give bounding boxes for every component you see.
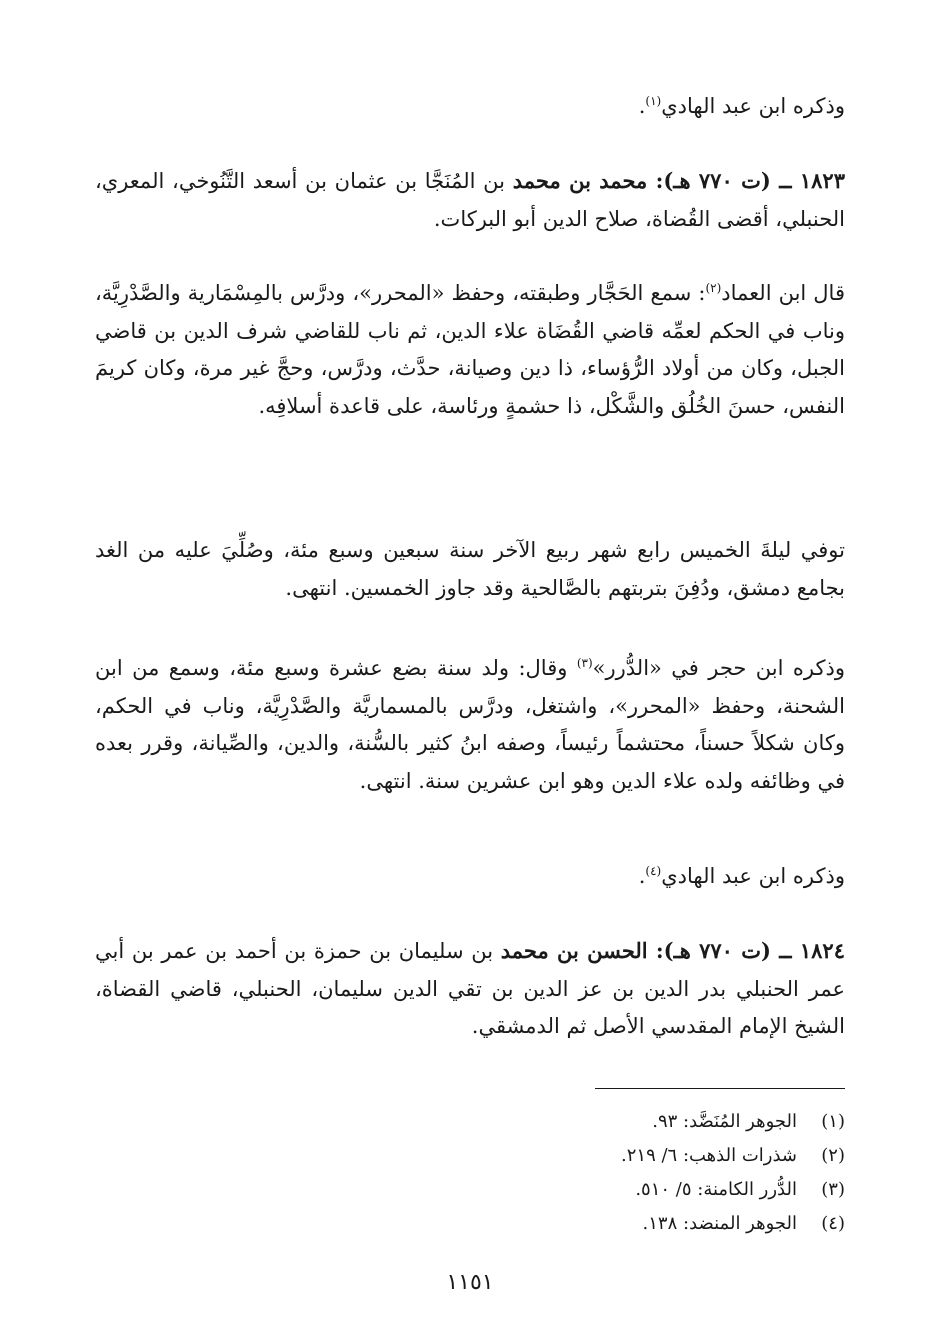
footnote-text: الجوهر المنضد: ١٣٨. [642, 1213, 797, 1234]
entry-1824 [95, 932, 845, 1046]
document-page [95, 70, 845, 1310]
entry-1823 [95, 162, 845, 238]
footnote-number: (٢) [821, 1145, 845, 1166]
text-run: توفي ليلةَ الخميس رابع شهر ربيع الآخر سنة سبعين وسبع مئة، وصُلِّيَ عليه من الغد بجامع دمشق، ودُفِنَ بتربتهم بالصَّالحية وقد جاوز الخمسين. انتهى. [95, 538, 845, 600]
paragraph-ibn-al-imad [95, 275, 845, 425]
footnote-item [95, 1173, 845, 1207]
paragraph-ibn-abd-al-hadi [95, 858, 845, 896]
footnote-number: (١) [821, 1111, 845, 1132]
text-run: وذكره ابن عبد الهادي [661, 864, 845, 888]
text-run: وقال: ولد سنة بضع عشرة وسبع مئة، وسمع من ابن الشحنة، وحفظ «المحرر»، واشتغل، ودرَّس بالمسماريَّة والصَّدْرِيَّة، وناب في الحكم، وكان شكلاً حسناً، محتشماً رئيساً، وصفه ابنُ كثير بالسُّنة، والدين، والصِّيانة، وقرر بعده في وظائفه ولده علاء الدين وهو ابن عشرين سنة. انتهى. [95, 656, 845, 793]
text-run: وذكره ابن عبد الهادي [661, 94, 845, 118]
footnote-item [95, 1139, 845, 1173]
entry-heading: ١٨٢٣ ــ (ت ٧٧٠ هـ): محمد بن محمد [512, 168, 845, 193]
footnote-item [95, 1207, 845, 1241]
footnote-text: الدُّرر الكامنة: ٥/ ٥١٠. [635, 1179, 797, 1200]
text-run: . [638, 864, 646, 888]
footnote-number: (٤) [821, 1213, 845, 1234]
footnote-ref: (٤) [645, 864, 662, 878]
footnotes [95, 1105, 845, 1241]
footnote-ref: (١) [645, 94, 662, 108]
entry-heading: ١٨٢٤ ــ (ت ٧٧٠ هـ): الحسن بن محمد [500, 938, 845, 963]
footnote-ref: (٣) [576, 656, 593, 670]
footnote-text: شذرات الذهب: ٦/ ٢١٩. [621, 1145, 797, 1166]
text-run: قال ابن العماد [721, 281, 845, 305]
text-run: . [638, 94, 646, 118]
text-run: : سمع الحَجَّار وطبقته، وحفظ «المحرر»، ودرَّس بالمِسْمَارية والصَّدْرِيَّة، وناب في الحكم لعمِّه قاضي القُضَاة علاء الدين، ثم ناب للقاضي شرف الدين بن قاضي الجبل، وكان من أولاد الرُّؤساء، ذا دين وصيانة، حدَّث، ودرَّس، وحجَّ غير مرة، وكان كريمَ النفس، حسنَ الخُلُق والشَّكْل، ذا حشمةٍ ورئاسة، على قاعدة أسلافِه. [95, 281, 845, 418]
footnote-ref: (٢) [705, 281, 722, 295]
paragraph-1 [95, 88, 845, 126]
text-run: وذكره ابن حجر في «الدُّرر» [592, 656, 845, 680]
footnote-item [95, 1105, 845, 1139]
page-number: ١١٥١ [446, 1270, 494, 1295]
footnote-number: (٣) [821, 1179, 845, 1200]
footnote-text: الجوهر المُنَضَّد: ٩٣. [652, 1111, 797, 1132]
text-run: بن سليمان بن حمزة بن أحمد بن عمر بن أبي عمر الحنبلي بدر الدين بن عز الدين بن تقي الدين سليمان، الحنبلي، قاضي القضاة، الشيخ الإمام المقدسي الأصل ثم الدمشقي. [95, 939, 845, 1038]
text-run: بن المُنَجَّا بن عثمان بن أسعد التَّنُوخي، المعري، الحنبلي، أقضى القُضاة، صلاح الدين أبو البركات. [95, 169, 845, 231]
paragraph-death [95, 532, 845, 607]
footnote-divider [595, 1088, 845, 1089]
paragraph-ibn-hajar [95, 650, 845, 800]
